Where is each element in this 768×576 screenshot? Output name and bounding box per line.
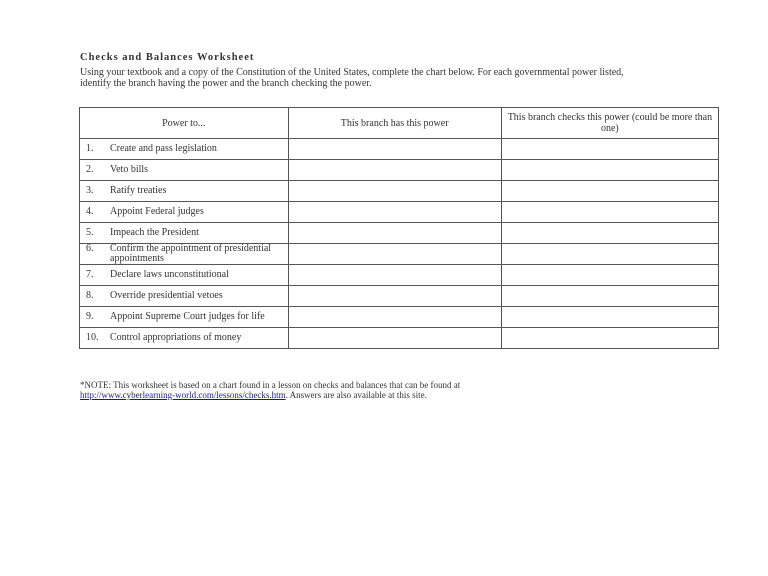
row-power-text: Create and pass legislation bbox=[110, 143, 217, 154]
power-cell bbox=[80, 286, 289, 307]
has-power-cell[interactable] bbox=[288, 286, 501, 307]
has-power-cell[interactable] bbox=[288, 181, 501, 202]
row-number: 4. bbox=[86, 206, 94, 217]
row-power-text: Override presidential vetoes bbox=[110, 290, 223, 301]
checks-power-cell[interactable] bbox=[501, 139, 718, 160]
table-row bbox=[80, 181, 719, 202]
header-checks-power: This branch checks this power (could be more than one) bbox=[501, 108, 718, 139]
power-cell bbox=[80, 160, 289, 181]
checks-power-cell[interactable] bbox=[501, 160, 718, 181]
worksheet-intro: Using your textbook and a copy of the Constitution of the United States, complete the chart below. For each governmental power listed, identify the branch having the power and the branch checking the power. bbox=[80, 67, 624, 89]
checks-power-cell[interactable] bbox=[501, 244, 718, 265]
row-number: 6. bbox=[86, 243, 94, 254]
row-number: 1. bbox=[86, 143, 94, 154]
row-power-text: Declare laws unconstitutional bbox=[110, 269, 229, 280]
table-row bbox=[80, 139, 719, 160]
row-number: 8. bbox=[86, 290, 94, 301]
table-row bbox=[80, 160, 719, 181]
row-number: 9. bbox=[86, 311, 94, 322]
checks-power-cell[interactable] bbox=[501, 202, 718, 223]
has-power-cell[interactable] bbox=[288, 307, 501, 328]
checks-power-cell[interactable] bbox=[501, 223, 718, 244]
power-cell bbox=[80, 139, 289, 160]
row-number: 7. bbox=[86, 269, 94, 280]
row-power-text: Confirm the appointment of presidential appointments bbox=[110, 243, 272, 264]
table-row bbox=[80, 223, 719, 244]
power-cell bbox=[80, 244, 289, 265]
footnote-link[interactable]: http://www.cyberlearning-world.com/lessons/checks.htm bbox=[80, 390, 286, 400]
has-power-cell[interactable] bbox=[288, 139, 501, 160]
power-cell bbox=[80, 202, 289, 223]
row-power-text: Veto bills bbox=[110, 164, 149, 175]
power-cell bbox=[80, 307, 289, 328]
checks-power-cell[interactable] bbox=[501, 181, 718, 202]
header-power: Power to... bbox=[80, 108, 289, 139]
has-power-cell[interactable] bbox=[288, 244, 501, 265]
power-cell bbox=[80, 223, 289, 244]
power-cell bbox=[80, 328, 289, 349]
worksheet-title: Checks and Balances Worksheet bbox=[80, 52, 255, 63]
has-power-cell[interactable] bbox=[288, 265, 501, 286]
power-cell bbox=[80, 181, 289, 202]
table-body bbox=[80, 139, 719, 349]
worksheet-table bbox=[79, 107, 719, 349]
row-number: 2. bbox=[86, 164, 94, 175]
row-power-text: Appoint Federal judges bbox=[110, 206, 204, 217]
row-number: 3. bbox=[86, 185, 94, 196]
table-row bbox=[80, 202, 719, 223]
row-power-text: Ratify treaties bbox=[110, 185, 167, 196]
header-has-power: This branch has this power bbox=[288, 108, 501, 139]
power-cell bbox=[80, 265, 289, 286]
checks-power-cell[interactable] bbox=[501, 286, 718, 307]
has-power-cell[interactable] bbox=[288, 328, 501, 349]
checks-power-cell[interactable] bbox=[501, 328, 718, 349]
row-power-text: Appoint Supreme Court judges for life bbox=[110, 311, 265, 322]
row-number: 10. bbox=[86, 332, 99, 343]
row-power-text: Impeach the President bbox=[110, 227, 199, 238]
table-row bbox=[80, 328, 719, 349]
has-power-cell[interactable] bbox=[288, 223, 501, 244]
has-power-cell[interactable] bbox=[288, 202, 501, 223]
footnote bbox=[80, 380, 700, 400]
table-row bbox=[80, 265, 719, 286]
table-row bbox=[80, 286, 719, 307]
row-power-text: Control appropriations of money bbox=[110, 332, 242, 343]
checks-power-cell[interactable] bbox=[501, 265, 718, 286]
has-power-cell[interactable] bbox=[288, 160, 501, 181]
table-header-row bbox=[80, 108, 719, 139]
table-row bbox=[80, 307, 719, 328]
row-number: 5. bbox=[86, 227, 94, 238]
footnote-suffix: . Answers are also available at this site. bbox=[285, 390, 427, 400]
table-row bbox=[80, 244, 719, 265]
checks-power-cell[interactable] bbox=[501, 307, 718, 328]
footnote-text: *NOTE: This worksheet is based on a chart found in a lesson on checks and balances that can be found at bbox=[80, 380, 461, 390]
